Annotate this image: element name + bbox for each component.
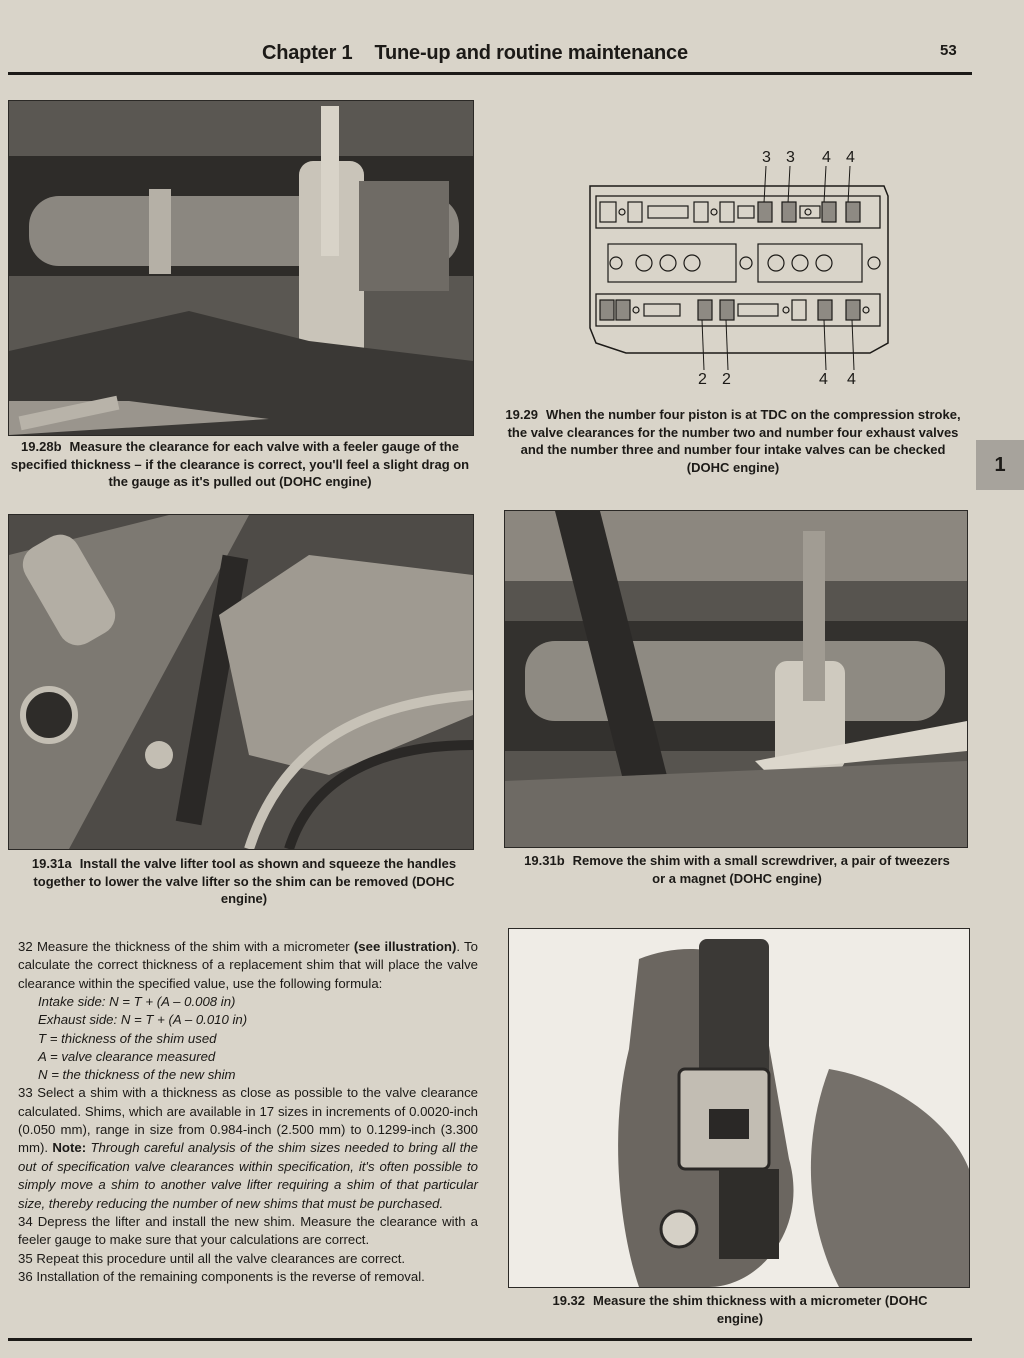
caption-text: Measure the clearance for each valve with a feeler gauge of the specified thickness – if the clearance is correct, you'll feel a slight drag on the gauge as it's pulled out (DOHC engine)	[10, 439, 470, 489]
paragraph-34: 34 Depress the lifter and install the new shim. Measure the clearance with a feeler gauge to make sure that your calculations are correct.	[18, 1214, 478, 1248]
label-top-4b: 4	[846, 149, 855, 166]
photo-shim-removal	[504, 510, 968, 848]
caption-19-29	[500, 406, 966, 476]
caption-text: Install the valve lifter tool as shown and squeeze the handles together to lower the valve lifter so the shim can be removed (DOHC engine)	[33, 856, 457, 906]
photo-valve-lifter-tool	[8, 514, 474, 850]
feeler-gauge-illustration	[9, 101, 473, 435]
cylinder-head-diagram	[586, 148, 892, 388]
paragraph-33	[18, 1084, 478, 1213]
label-bottom-4a: 4	[819, 371, 828, 388]
caption-text: When the number four piston is at TDC on the compression stroke, the valve clearances for the number two and number four exhaust valves and the number three and number four intake valves can be checked (DOHC engine)	[507, 407, 961, 475]
note-label: Note:	[52, 1140, 87, 1156]
label-bottom-2a: 2	[698, 371, 707, 388]
micrometer-illustration	[509, 929, 969, 1287]
figure-number: 19.32	[552, 1293, 586, 1308]
label-bottom-4b: 4	[847, 371, 856, 388]
label-bottom-2b: 2	[722, 371, 731, 388]
formula-intake: Intake side: N = T + (A – 0.008 in)	[38, 994, 236, 1010]
caption-19-32	[540, 1292, 940, 1327]
page-number: 53	[940, 42, 957, 59]
figure-number: 19.28b	[21, 439, 62, 454]
shim-removal-illustration	[505, 511, 967, 847]
paragraph-32-text-end: . To calculate the correct thickness of a replacement shim that will place the valve clearance within the specified value, use the following formula:	[18, 939, 478, 991]
figure-number: 19.31b	[524, 853, 565, 868]
chapter-heading	[262, 42, 688, 65]
figure-number: 19.29	[505, 407, 538, 422]
formula-exhaust: Exhaust side: N = T + (A – 0.010 in)	[38, 1012, 248, 1028]
label-top-3b: 3	[786, 149, 795, 166]
paragraph-32-text: 32 Measure the thickness of the shim with a micrometer	[18, 939, 354, 954]
chapter-title: Tune-up and routine maintenance	[374, 42, 688, 64]
valve-clearance-diagram	[586, 148, 892, 388]
figure-number: 19.31a	[31, 856, 72, 871]
caption-text: Remove the shim with a small screwdriver, a pair of tweezers or a magnet (DOHC engine)	[572, 853, 950, 886]
photo-micrometer	[508, 928, 970, 1288]
label-top-3a: 3	[762, 149, 771, 166]
paragraph-32	[18, 938, 478, 993]
footer-rule	[8, 1338, 972, 1341]
caption-19-31a	[26, 855, 462, 908]
body-text	[18, 938, 478, 1287]
formula-n-definition: N = the thickness of the new shim	[38, 1067, 236, 1083]
caption-19-31b	[520, 852, 954, 887]
caption-19-28b	[8, 438, 472, 491]
paragraph-36: 36 Installation of the remaining components is the reverse of removal.	[18, 1269, 425, 1285]
illustration-reference: (see illustration)	[353, 939, 457, 954]
paragraph-35: 35 Repeat this procedure until all the valve clearances are correct.	[18, 1250, 406, 1266]
formula-a-definition: A = valve clearance measured	[38, 1048, 216, 1064]
shim-formula	[38, 993, 478, 1084]
photo-feeler-gauge	[8, 100, 474, 436]
paragraph-33-text: 33 Select a shim with a thickness as close as possible to the valve clearance calculated. Shims, which are available in 17 sizes in increments of 0.0020-inch (0.050 mm), range in size from 0.984-inch (2.500 mm) to 0.1299-inch (3.300 mm).	[18, 1085, 478, 1156]
label-top-4a: 4	[822, 149, 831, 166]
formula-t-definition: T = thickness of the shim used	[38, 1030, 217, 1046]
caption-text: Measure the shim thickness with a micrometer (DOHC engine)	[593, 1293, 928, 1326]
chapter-label: Chapter 1	[262, 42, 353, 64]
note-text: Through careful analysis of the shim sizes needed to bring all the out of specification valve clearances within specification, it's often possible to simply move a shim to another valve lifter requiring a shim of that particular size, thereby reducing the number of new shims that must be purchased.	[18, 1140, 478, 1211]
chapter-tab: 1	[976, 440, 1024, 490]
header-rule	[8, 72, 972, 75]
valve-lifter-illustration	[9, 515, 473, 849]
